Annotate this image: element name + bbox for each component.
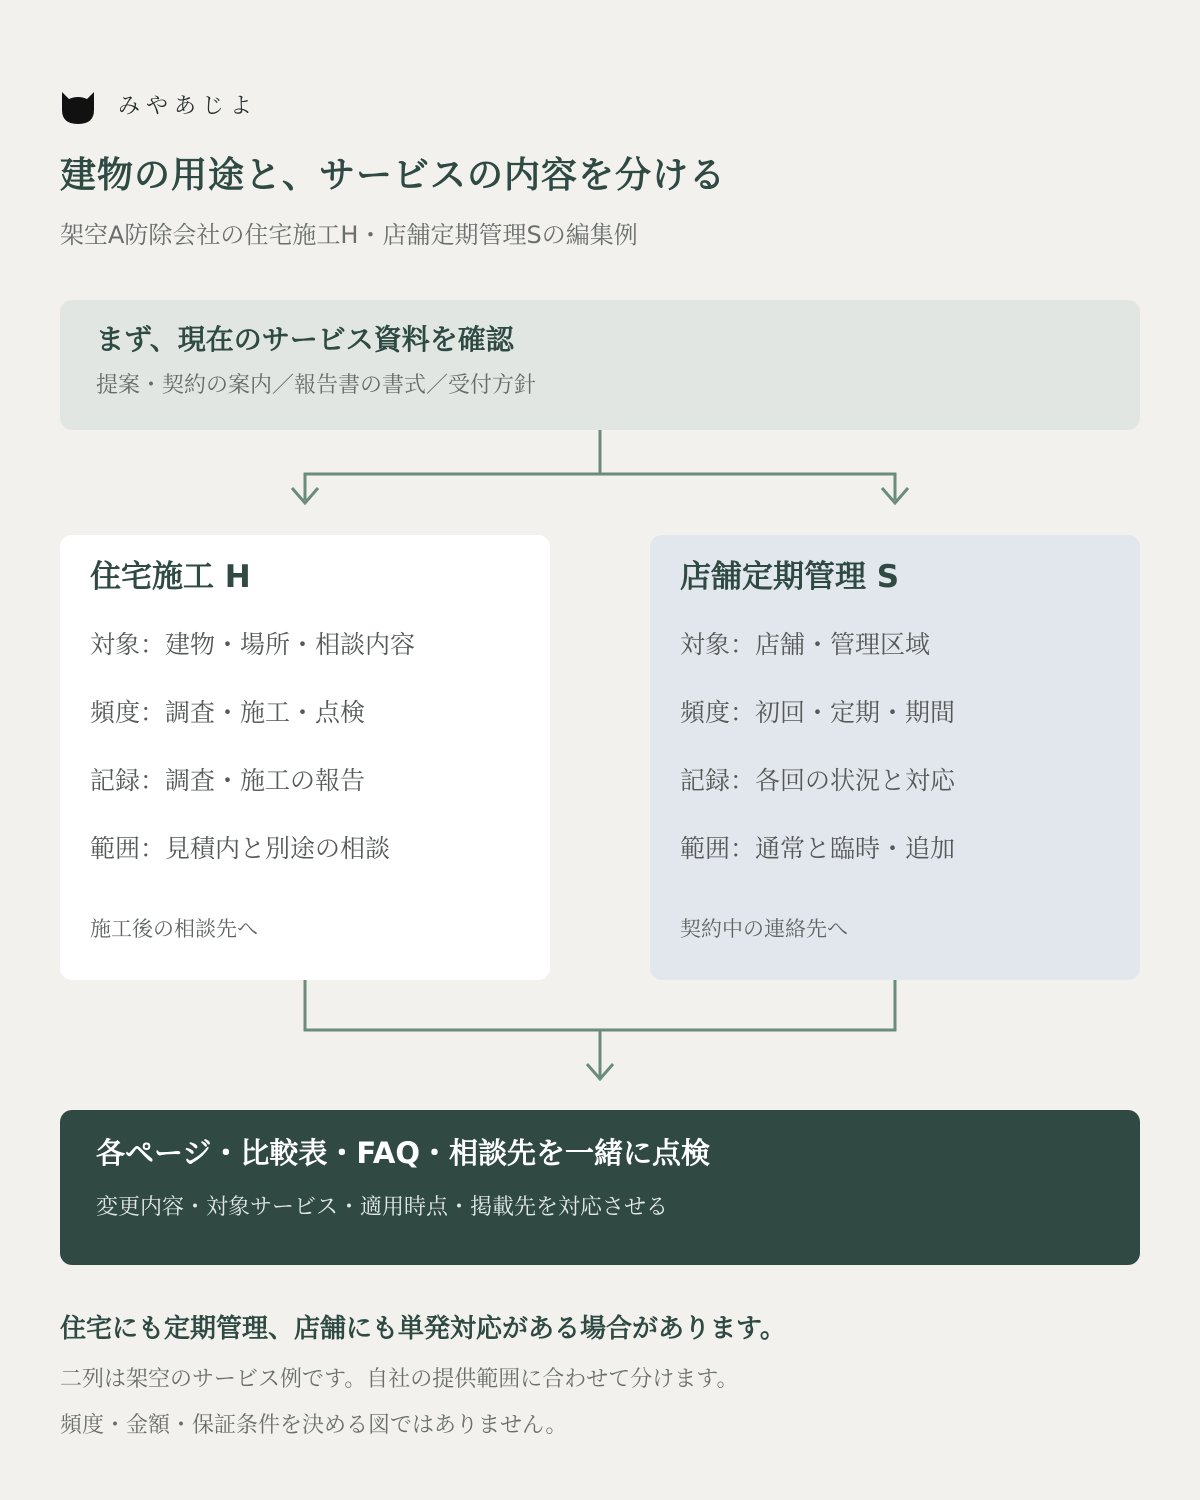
card-store-footer: 契約中の連絡先へ — [680, 917, 848, 941]
top-box-heading: まず、現在のサービス資料を確認 — [96, 323, 514, 356]
card-housing-construction — [60, 535, 550, 980]
bottom-box-subtext: 変更内容・対象サービス・適用時点・掲載先を対応させる — [96, 1195, 669, 1220]
card-store-title: 店舗定期管理 S — [680, 559, 900, 595]
card-housing-footer: 施工後の相談先へ — [90, 917, 258, 941]
card-housing-title: 住宅施工 H — [90, 559, 251, 595]
note-line-2: 頻度・金額・保証条件を決める図ではありません。 — [60, 1413, 568, 1438]
page-subtitle: 架空A防除会社の住宅施工H・店舗定期管理Sの編集例 — [60, 221, 638, 249]
card-store-row-target: 対象：店舗・管理区域 — [680, 630, 931, 659]
connector-top-to-housing — [305, 430, 600, 500]
note-heading: 住宅にも定期管理、店舗にも単発対応がある場合があります。 — [60, 1314, 786, 1344]
card-housing-row-scope: 範囲：見積内と別途の相談 — [90, 834, 391, 863]
card-housing-row-frequency: 頻度：調査・施工・点検 — [90, 698, 366, 727]
page-title: 建物の用途と、サービスの内容を分ける — [60, 155, 727, 196]
card-housing-row-target: 対象：建物・場所・相談内容 — [90, 630, 416, 659]
card-store-row-scope: 範囲：通常と臨時・追加 — [680, 834, 956, 863]
joint-check-box — [60, 1110, 1140, 1265]
bottom-box-heading: 各ページ・比較表・FAQ・相談先を一緒に点検 — [96, 1136, 710, 1170]
connector-top-to-store — [600, 474, 895, 500]
brand-name: みやあじよ — [118, 94, 259, 119]
review-current-materials-box — [60, 300, 1140, 430]
card-store-row-record: 記録：各回の状況と対応 — [680, 766, 956, 795]
card-housing-row-record: 記録：調査・施工の報告 — [90, 766, 366, 795]
note-line-1: 二列は架空のサービス例です。自社の提供範囲に合わせて分けます。 — [60, 1367, 739, 1392]
card-store-row-frequency: 頻度：初回・定期・期間 — [680, 698, 956, 727]
card-store-periodic-management — [650, 535, 1140, 980]
top-box-subtext: 提案・契約の案内／報告書の書式／受付方針 — [96, 373, 537, 398]
connector-cards-merge — [305, 980, 895, 1030]
